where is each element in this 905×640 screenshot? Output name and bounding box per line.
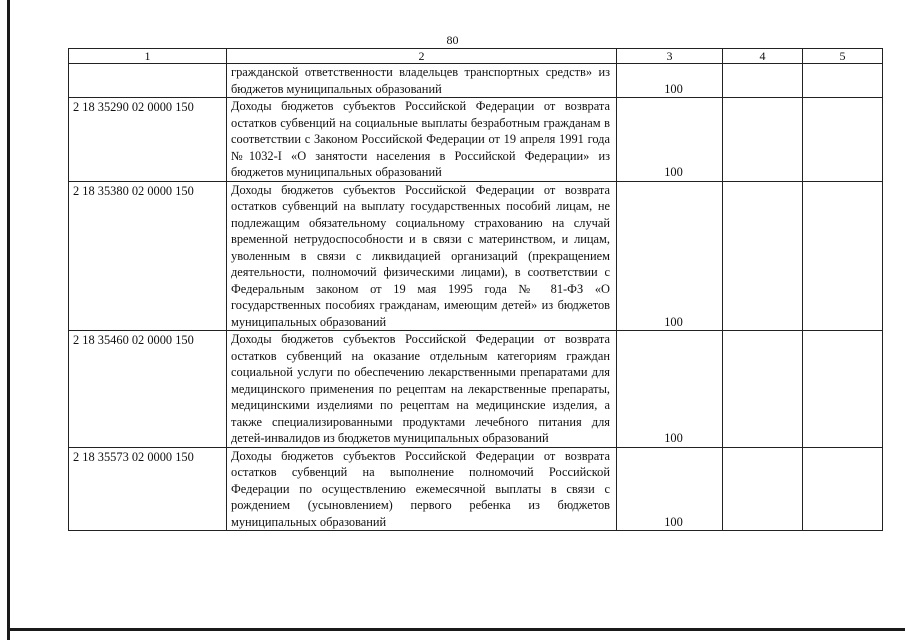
row-description: Доходы бюджетов субъектов Российской Федерации от возврата остатков субвенций на социальные выплаты безработным гражданам в соответствии с Законом Российской Федерации от 19 апреля 1991 года №1032-I «О занятости населения в Российской Федерации» из бюджетов муниципальных образований: [227, 98, 617, 182]
row-code: 2 18 35380 02 0000 150: [69, 181, 227, 331]
row-value-col4: [723, 447, 803, 531]
row-value-col4: [723, 331, 803, 448]
table-row: [69, 447, 883, 531]
budget-table: [68, 48, 883, 531]
table-row: [69, 64, 883, 98]
row-code: [69, 64, 227, 98]
row-value-col3: 100: [617, 331, 723, 448]
row-description: Доходы бюджетов субъектов Российской Федерации от возврата остатков субвенций на выполнение полномочий Российской Федерации по осуществлению ежемесячной выплаты в связи с рождением (усыновлением) первого ребенка из бюджетов муниципальных образований: [227, 447, 617, 531]
row-value-col3: 100: [617, 98, 723, 182]
row-description: Доходы бюджетов субъектов Российской Федерации от возврата остатков субвенций на выплату государственных пособий лицам, не подлежащим обязательному социальному страхованию на случай временной нетрудоспособности и в связи с материнством, и лицам, уволенным в связи с ликвидацией организаций (прекращением деятельности, полномочий физическими лицами), в соответствии с Федеральным законом от 19 мая 1995 года № 81-ФЗ «О государственных пособиях гражданам, имеющим детей» из бюджетов муниципальных образований: [227, 181, 617, 331]
row-value-col4: [723, 64, 803, 98]
row-code: 2 18 35460 02 0000 150: [69, 331, 227, 448]
row-value-col5: [803, 64, 883, 98]
row-value-col5: [803, 181, 883, 331]
table-row: [69, 181, 883, 331]
scan-left-edge: [7, 0, 10, 640]
header-col-5: 5: [803, 49, 883, 64]
row-code: 2 18 35573 02 0000 150: [69, 447, 227, 531]
row-description: Доходы бюджетов субъектов Российской Федерации от возврата остатков субвенций на оказание отдельным категориям граждан социальной услуги по обеспечению лекарственными препаратами для медицинского применения по рецептам на лекарственные препараты, медицинскими изделиями по рецептам на медицинские изделия, а также специализированными продуктами лечебного питания для детей-инвалидов из бюджетов муниципальных образований: [227, 331, 617, 448]
row-description: гражданской ответственности владельцев транспортных средств» из бюджетов муниципальных образований: [227, 64, 617, 98]
row-value-col5: [803, 98, 883, 182]
row-value-col4: [723, 181, 803, 331]
row-value-col3: 100: [617, 447, 723, 531]
table-row: [69, 331, 883, 448]
header-col-2: 2: [227, 49, 617, 64]
row-value-col3: 100: [617, 181, 723, 331]
page-number: 80: [446, 33, 459, 47]
row-value-col5: [803, 447, 883, 531]
header-col-1: 1: [69, 49, 227, 64]
row-value-col5: [803, 331, 883, 448]
row-value-col3: 100: [617, 64, 723, 98]
table-header-row: [69, 49, 883, 64]
scan-bottom-edge: [7, 628, 905, 631]
row-value-col4: [723, 98, 803, 182]
header-col-4: 4: [723, 49, 803, 64]
row-code: 2 18 35290 02 0000 150: [69, 98, 227, 182]
header-col-3: 3: [617, 49, 723, 64]
table-row: [69, 98, 883, 182]
